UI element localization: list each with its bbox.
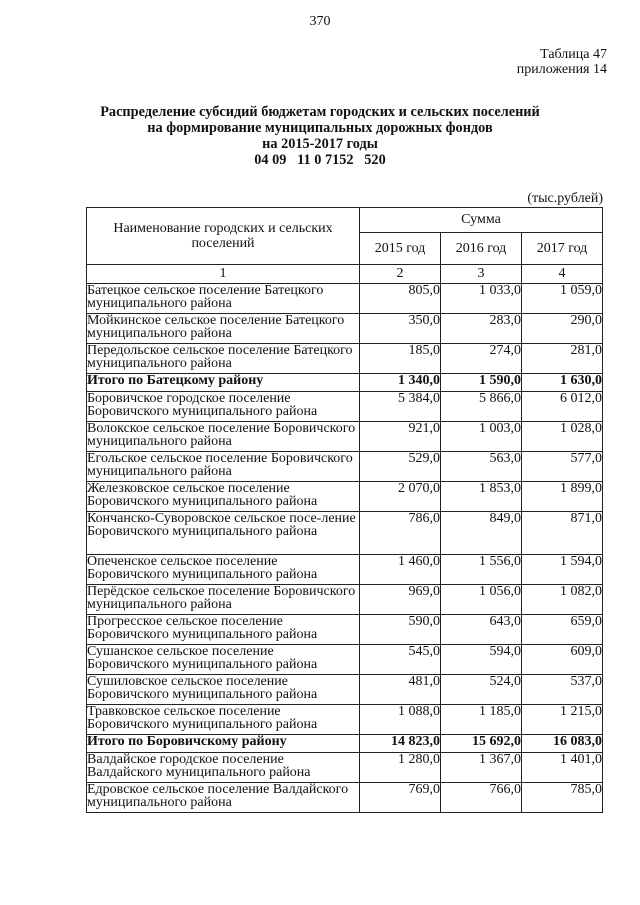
column-index: 4 bbox=[522, 265, 603, 284]
amount-2016: 1 056,0 bbox=[441, 585, 522, 615]
amount-2016: 1 367,0 bbox=[441, 753, 522, 783]
table-row bbox=[87, 482, 603, 512]
amount-2017: 1 215,0 bbox=[522, 705, 603, 735]
district-total-row bbox=[87, 735, 603, 753]
table-row bbox=[87, 585, 603, 615]
amount-2016: 524,0 bbox=[441, 675, 522, 705]
amount-2017: 1 401,0 bbox=[522, 753, 603, 783]
amount-2016: 1 185,0 bbox=[441, 705, 522, 735]
amount-2017: 1 594,0 bbox=[522, 555, 603, 585]
table-label: Таблица 47 bbox=[540, 47, 607, 62]
amount-2015: 1 340,0 bbox=[360, 374, 441, 392]
amount-2017: 537,0 bbox=[522, 675, 603, 705]
header-row-1 bbox=[87, 208, 603, 233]
amount-2015: 921,0 bbox=[360, 422, 441, 452]
year-2016-header: 2016 год bbox=[441, 233, 522, 265]
table-header bbox=[87, 208, 603, 265]
amount-2016: 15 692,0 bbox=[441, 735, 522, 753]
settlement-name: Сушиловское сельское поселение Боровичского муниципального района bbox=[87, 675, 360, 705]
table-row bbox=[87, 422, 603, 452]
amount-2017: 290,0 bbox=[522, 314, 603, 344]
amount-2017: 281,0 bbox=[522, 344, 603, 374]
table-row bbox=[87, 392, 603, 422]
table-row bbox=[87, 555, 603, 585]
table-row bbox=[87, 783, 603, 813]
table-row bbox=[87, 675, 603, 705]
amount-2015: 185,0 bbox=[360, 344, 441, 374]
settlement-name: Травковское сельское поселение Боровичского муниципального района bbox=[87, 705, 360, 735]
amount-2017: 871,0 bbox=[522, 512, 603, 555]
table-body bbox=[87, 265, 603, 813]
amount-2017: 1 082,0 bbox=[522, 585, 603, 615]
amount-2017: 785,0 bbox=[522, 783, 603, 813]
settlement-name: Едровское сельское поселение Валдайского муниципального района bbox=[87, 783, 360, 813]
appendix-label: приложения 14 bbox=[516, 62, 607, 77]
table-row bbox=[87, 284, 603, 314]
budget-code: 04 09 11 0 7152 520 bbox=[254, 152, 386, 168]
amount-2016: 1 003,0 bbox=[441, 422, 522, 452]
amount-2016: 1 590,0 bbox=[441, 374, 522, 392]
amount-2017: 6 012,0 bbox=[522, 392, 603, 422]
settlement-name: Железковское сельское поселение Боровичского муниципального района bbox=[87, 482, 360, 512]
amount-2015: 1 280,0 bbox=[360, 753, 441, 783]
amount-2016: 563,0 bbox=[441, 452, 522, 482]
amount-2015: 2 070,0 bbox=[360, 482, 441, 512]
amount-2015: 969,0 bbox=[360, 585, 441, 615]
table-row bbox=[87, 314, 603, 344]
table-row bbox=[87, 615, 603, 645]
column-index: 3 bbox=[441, 265, 522, 284]
settlement-name: Боровичское городское поселение Боровичского муниципального района bbox=[87, 392, 360, 422]
amount-2017: 1 899,0 bbox=[522, 482, 603, 512]
amount-2017: 659,0 bbox=[522, 615, 603, 645]
settlement-name: Ёгольское сельское поселение Боровичского муниципального района bbox=[87, 452, 360, 482]
amount-2016: 766,0 bbox=[441, 783, 522, 813]
settlement-name: Прогресское сельское поселение Боровичского муниципального района bbox=[87, 615, 360, 645]
settlement-name: Волокское сельское поселение Боровичского муниципального района bbox=[87, 422, 360, 452]
amount-2017: 16 083,0 bbox=[522, 735, 603, 753]
amount-2015: 805,0 bbox=[360, 284, 441, 314]
year-2017-header: 2017 год bbox=[522, 233, 603, 265]
title-line-2: на формирование муниципальных дорожных фондов bbox=[147, 120, 493, 136]
page-number: 370 bbox=[309, 14, 331, 29]
settlement-name: Итого по Батецкому району bbox=[87, 374, 360, 392]
amount-2016: 274,0 bbox=[441, 344, 522, 374]
amount-2015: 590,0 bbox=[360, 615, 441, 645]
amount-2017: 1 028,0 bbox=[522, 422, 603, 452]
table-row bbox=[87, 645, 603, 675]
amount-2016: 1 033,0 bbox=[441, 284, 522, 314]
settlement-name: Перёдское сельское поселение Боровичского муниципального района bbox=[87, 585, 360, 615]
amount-2015: 481,0 bbox=[360, 675, 441, 705]
amount-2015: 1 460,0 bbox=[360, 555, 441, 585]
amount-2017: 577,0 bbox=[522, 452, 603, 482]
amount-2017: 1 059,0 bbox=[522, 284, 603, 314]
amount-2016: 643,0 bbox=[441, 615, 522, 645]
amount-2015: 529,0 bbox=[360, 452, 441, 482]
amount-2015: 350,0 bbox=[360, 314, 441, 344]
settlement-name-header: Наименование городских и сельских поселений bbox=[87, 208, 360, 265]
table-row bbox=[87, 705, 603, 735]
settlement-name: Сушанское сельское поселение Боровичского муниципального района bbox=[87, 645, 360, 675]
amount-2016: 283,0 bbox=[441, 314, 522, 344]
amount-2015: 14 823,0 bbox=[360, 735, 441, 753]
sum-header: Сумма bbox=[360, 208, 603, 233]
district-total-row bbox=[87, 374, 603, 392]
amount-2015: 1 088,0 bbox=[360, 705, 441, 735]
table-row bbox=[87, 753, 603, 783]
table-row bbox=[87, 512, 603, 555]
amount-2016: 5 866,0 bbox=[441, 392, 522, 422]
title-line-1: Распределение субсидий бюджетам городских и сельских поселений bbox=[100, 104, 540, 120]
settlement-name: Валдайское городское поселение Валдайского муниципального района bbox=[87, 753, 360, 783]
subsidy-table bbox=[86, 207, 603, 813]
amount-2015: 769,0 bbox=[360, 783, 441, 813]
appendix-reference bbox=[517, 47, 607, 77]
amount-2016: 1 853,0 bbox=[441, 482, 522, 512]
settlement-name: Батецкое сельское поселение Батецкого муниципального района bbox=[87, 284, 360, 314]
table-row bbox=[87, 452, 603, 482]
amount-2016: 849,0 bbox=[441, 512, 522, 555]
settlement-name: Итого по Боровичскому району bbox=[87, 735, 360, 753]
column-index-row bbox=[87, 265, 603, 284]
column-index: 2 bbox=[360, 265, 441, 284]
year-2015-header: 2015 год bbox=[360, 233, 441, 265]
amount-2015: 786,0 bbox=[360, 512, 441, 555]
amount-2015: 5 384,0 bbox=[360, 392, 441, 422]
amount-2016: 594,0 bbox=[441, 645, 522, 675]
amount-2016: 1 556,0 bbox=[441, 555, 522, 585]
settlement-name: Мойкинское сельское поселение Батецкого муниципального района bbox=[87, 314, 360, 344]
units-label: (тыс.рублей) bbox=[527, 191, 603, 206]
document-title bbox=[0, 104, 640, 168]
settlement-name: Кончанско-Суворовское сельское посе-ление Боровичского муниципального района bbox=[87, 512, 360, 555]
table-row bbox=[87, 344, 603, 374]
amount-2017: 1 630,0 bbox=[522, 374, 603, 392]
amount-2017: 609,0 bbox=[522, 645, 603, 675]
settlement-name: Опеченское сельское поселение Боровичского муниципального района bbox=[87, 555, 360, 585]
column-index: 1 bbox=[87, 265, 360, 284]
title-line-3: на 2015-2017 годы bbox=[262, 136, 378, 152]
settlement-name: Передольское сельское поселение Батецкого муниципального района bbox=[87, 344, 360, 374]
amount-2015: 545,0 bbox=[360, 645, 441, 675]
